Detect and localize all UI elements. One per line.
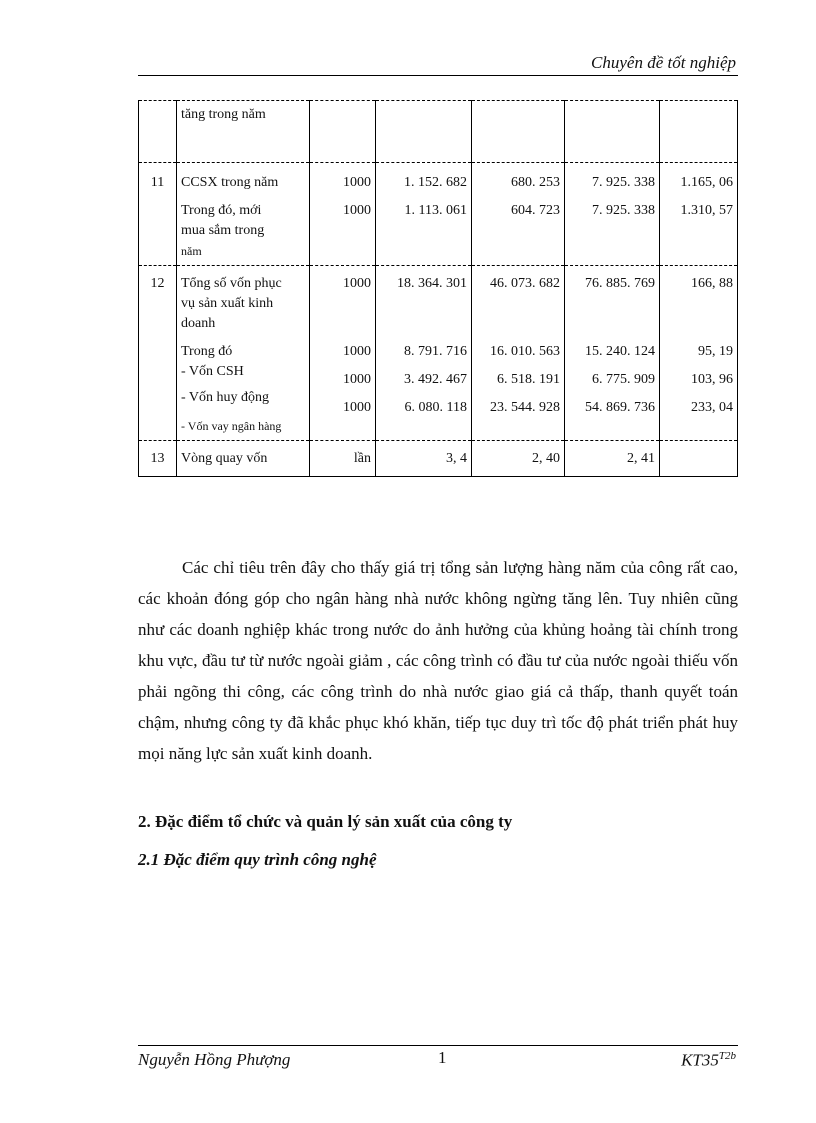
label-line: CCSX trong năm [181, 175, 279, 190]
footer-author: Nguyễn Hồng Phượng [138, 1050, 291, 1069]
cell-unit: 1000 1000 1000 1000 [310, 266, 376, 441]
cell-value: 2, 40 [472, 441, 565, 477]
page-number: 1 [438, 1048, 447, 1067]
statistics-table [138, 100, 738, 477]
cell-value: 166, 88 95, 19 103, 96 233, 04 [660, 266, 738, 441]
cell-value [660, 441, 738, 477]
cell-value: 18. 364. 301 8. 791. 716 3. 492. 467 6. 080. 118 [376, 266, 472, 441]
table-row-13 [139, 441, 738, 477]
cell-no: 11 [139, 163, 177, 266]
paragraph-text: Các chỉ tiêu trên đây cho thấy giá trị tổng sản lượng hàng năm của công rất cao, các khoản đóng góp cho ngân hàng nhà nước không ngừng tăng lên. Tuy nhiên cũng như các doanh nghiệp khác trong nước do ảnh hưởng của khủng hoảng tài chính trong khu vực, đầu tư từ nước ngoài giảm , các công trình có đầu tư của nước ngoài thiếu vốn phải ngõng thi công, các công trình do nhà nước giao giá cả thấp, thanh quyết toán chậm, nhưng công ty đã khắc phục khó khăn, tiếp tục duy trì tốc độ phát triển phát huy mọi năng lực sản xuất kinh doanh. [138, 558, 738, 763]
table-row-tail [139, 101, 738, 163]
header-title: Chuyên đề tốt nghiệp [591, 53, 736, 72]
cell-value: 7. 925. 338 7. 925. 338 [565, 163, 660, 266]
section-heading: 2. Đặc điểm tổ chức và quản lý sản xuất của công ty [138, 812, 513, 831]
footer-code: $KT35^{T2b}$ [681, 1050, 736, 1070]
cell-no: 13 [139, 441, 177, 477]
cell-label: Tổng số vốn phục vụ sản xuất kinh doanh Trong đó - Vốn CSH - Vốn huy động - Vốn vay ngân hàng [177, 266, 310, 441]
label-line: mua sắm trong [181, 223, 265, 238]
cell-no [139, 101, 177, 163]
header-divider [138, 75, 738, 76]
cell-value: 46. 073. 682 16. 010. 563 6. 518. 191 23. 544. 928 [472, 266, 565, 441]
label-line: năm [181, 244, 202, 258]
cell-value: 3, 4 [376, 441, 472, 477]
cell-value: 2, 41 [565, 441, 660, 477]
label-line: Trong đó, mới [181, 203, 262, 218]
cell-unit: 1000 1000 [310, 163, 376, 266]
subsection-title: Đặc điểm quy trình công nghệ [163, 850, 377, 869]
cell-label [177, 163, 310, 266]
subsection-heading [138, 850, 377, 870]
body-paragraph [138, 552, 738, 769]
cell-label: tăng trong năm [177, 101, 310, 163]
cell-unit: lần [310, 441, 376, 477]
subsection-number: 2.1 [138, 850, 160, 869]
footer-divider [138, 1045, 738, 1046]
cell-value: 680. 253 604. 723 [472, 163, 565, 266]
cell-label: Vòng quay vốn [177, 441, 310, 477]
cell-value: 76. 885. 769 15. 240. 124 6. 775. 909 54. 869. 736 [565, 266, 660, 441]
table-row-12 [139, 266, 738, 441]
cell-value: 1. 152. 682 1. 113. 061 [376, 163, 472, 266]
cell-value: 1.165, 06 1.310, 57 [660, 163, 738, 266]
cell-no: 12 [139, 266, 177, 441]
table-row-11 [139, 163, 738, 266]
